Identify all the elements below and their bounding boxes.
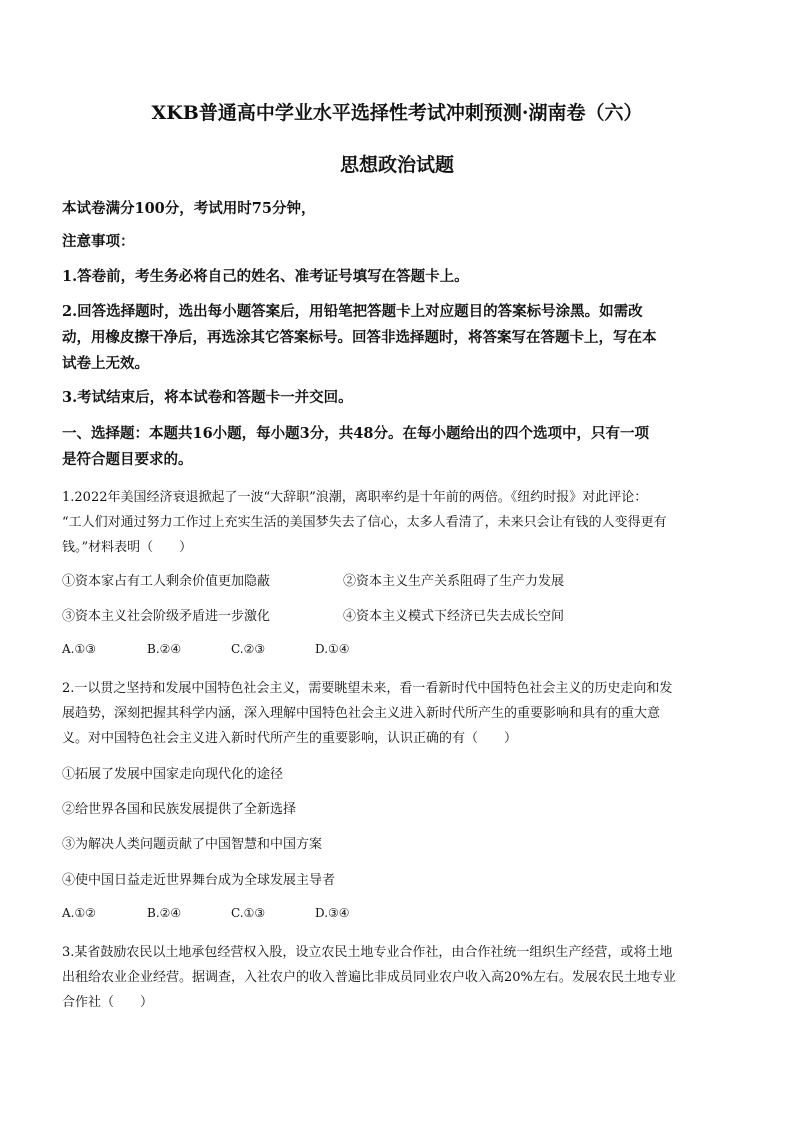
note-2-line-2: 动，用橡皮擦干净后，再选涂其它答案标号。回答非选择题时，将答案写在答题卡上，写在本 (62, 329, 657, 346)
q2-statement-3: ③为解决人类问题贡献了中国智慧和中国方案 (62, 837, 323, 852)
q1-statement-2: ②资本主义生产关系阻碍了生产力发展 (343, 574, 565, 589)
q3-stem-line-3: 合作社（ ） (62, 995, 154, 1010)
q1-stem-line-1: 1.2022年美国经济衰退掀起了一波“大辞职”浪潮，离职率约是十年前的两倍。《纽约时报》对此评论： (62, 490, 648, 505)
q2-statement-1: ①拓展了发展中国家走向现代化的途径 (62, 767, 284, 782)
score-time-note: 本试卷满分100分，考试用时75分钟， (62, 200, 316, 217)
q2-stem-line-1: 2.一以贯之坚持和发展中国特色社会主义，需要眺望未来，看一看新时代中国特色社会主义的历史走向和发 (62, 681, 673, 696)
q2-stem-line-2: 展趋势，深刻把握其科学内涵，深入理解中国特色社会主义进入新时代所产生的重要影响和具有的重大意 (62, 706, 661, 721)
q2-statement-2: ②给世界各国和民族发展提供了全新选择 (62, 802, 297, 817)
q1-stem-line-2: “工人们对通过努力工作过上充实生活的美国梦失去了信心，太多人看清了，未来只会让有钱的人变得更有 (62, 515, 667, 530)
q1-option-a: A.①③ (62, 642, 96, 656)
q1-option-d: D.①④ (315, 642, 350, 656)
q2-option-d: D.③④ (315, 906, 350, 920)
note-1: 1.答卷前，考生务必将自己的姓名、准考证号填写在答题卡上。 (62, 268, 469, 285)
notes-heading: 注意事项： (62, 233, 135, 250)
q3-stem-line-1: 3.某省鼓励农民以土地承包经营权入股，设立农民土地专业合作社，由合作社统一组织生产经营，或将土地 (62, 945, 673, 960)
note-3: 3.考试结束后，将本试卷和答题卡一并交回。 (62, 389, 353, 406)
q2-option-b: B.②④ (147, 906, 182, 920)
exam-title: XKB普通高中学业水平选择性考试冲刺预测·湖南卷（六） (151, 102, 643, 124)
q2-option-a: A.①② (62, 906, 96, 920)
note-2-line-3: 试卷上无效。 (62, 355, 149, 372)
subject-title: 思想政治试题 (339, 154, 454, 176)
section-1-heading-line-2: 是符合题目要求的。 (62, 451, 193, 468)
q1-option-b: B.②④ (147, 642, 182, 656)
q1-option-c: C.②③ (231, 642, 266, 656)
q2-stem-line-3: 义。对中国特色社会主义进入新时代所产生的重要影响，认识正确的有（ ） (62, 731, 518, 746)
q2-statement-4: ④使中国日益走近世界舞台成为全球发展主导者 (62, 873, 336, 888)
q1-statement-4: ④资本主义模式下经济已失去成长空间 (343, 609, 565, 624)
note-2-line-1: 2.回答选择题时，选出每小题答案后，用铅笔把答题卡上对应题目的答案标号涂黑。如需改 (62, 303, 643, 320)
q1-statement-3: ③资本主义社会阶级矛盾进一步激化 (62, 609, 271, 624)
q3-stem-line-2: 出租给农业企业经营。据调查，入社农户的收入普遍比非成员同业农户收入高20%左右。发展农民土地专业 (62, 970, 676, 985)
q1-statement-1: ①资本家占有工人剩余价值更加隐蔽 (62, 574, 271, 589)
q2-option-c: C.①③ (231, 906, 266, 920)
q1-stem-line-3: 钱。”材料表明（ ） (62, 540, 193, 555)
section-1-heading-line-1: 一、选择题：本题共16小题，每小题3分，共48分。在每小题给出的四个选项中，只有一项 (62, 425, 649, 442)
